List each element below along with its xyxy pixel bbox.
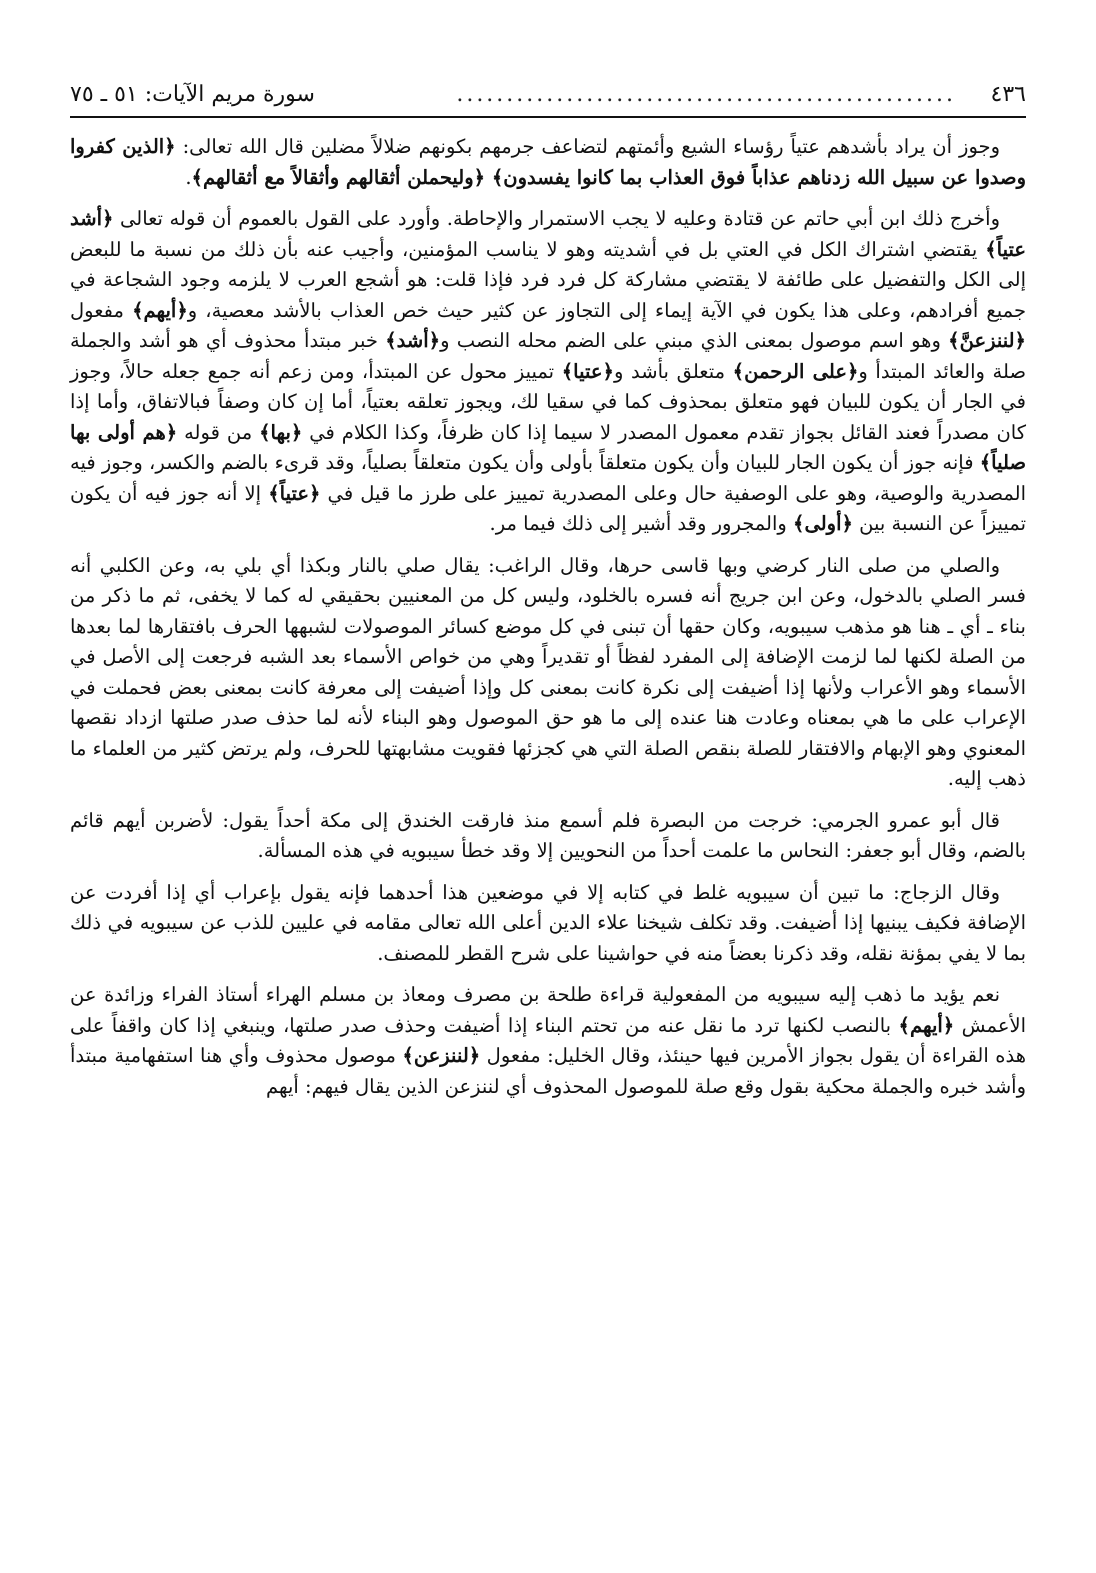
quran-quote: ﴿عتياً﴾	[268, 481, 321, 505]
paragraph-4: قال أبو عمرو الجرمي: خرجت من البصرة فلم أسمع منذ فارقت الخندق إلى مكة أحداً يقول: لأضربن أيهم قائم بالضم، وقال أبو جعفر: النحاس ما علمت أحداً من النحويين إلا وقد خطأ سيبويه في هذه المسألة.	[70, 808, 1026, 862]
paragraph-6: نعم يؤيد ما ذهب إليه سيبويه من المفعولية قراءة طلحة بن مصرف ومعاذ بن مسلم الهراء أستاذ الفراء وزائدة عن الأعمش ﴿أيهم﴾ بالنصب لكنها ترد ما نقل عنه من تحتم البناء إذا أضيفت وحذف صدر صلتها، وينبغي إذا كان واقفاً على هذه القراءة أن يقول بجواز الأمرين فيها حينئذ، وقال الخليل: مفعول ﴿لننزعن﴾ موصول محذوف وأي هنا استفهامية مبتدأ وأشد خبره والجملة محكية بقول وقع صلة للموصول المحذوف أي لننزعن الذين يقال فيهم: أيهم	[70, 983, 1027, 1098]
paragraph-1: وجوز أن يراد بأشدهم عتياً رؤساء الشيع وأئمتهم لتضاعف جرمهم بكونهم ضلالاً مضلين قال الله تعالى: ﴿الذين كفروا وصدوا عن سبيل الله زدناهم عذاباً فوق العذاب بما كانوا يفسدون﴾ ﴿وليحملن أثقالهم وأثقالاً مع أثقالهم﴾.	[70, 135, 1026, 189]
surah-title: سورة مريم الآيات: ٥١ ـ ٧٥	[70, 82, 315, 107]
paragraph-2: وأخرج ذلك ابن أبي حاتم عن قتادة وعليه لا يجب الاستمرار والإحاطة. وأورد على القول بالعموم أن قوله تعالى ﴿أشد عتياً﴾ يقتضي اشتراك الكل في العتي بل في أشديته وهو لا يناسب المؤمنين، وأجيب عنه بأن ذلك من نسبة ما للبعض إلى الكل والتفضيل على طائفة لا يقتضي مشاركة كل فرد فرد فإذا قلت: هو أشجع العرب لا يلزمه وجود الشجاعة في جميع أفرادهم، وعلى هذا يكون في الآية إيماء إلى التجاوز عن كثير حيث خص العذاب بالأشد معصية، و﴿أيهم﴾ مفعول ﴿لننزعنَّ﴾ وهو اسم موصول بمعنى الذي مبني على الضم محله النصب و﴿أشد﴾ خبر مبتدأ محذوف أي هو أشد والجملة صلة والعائد المبتدأ و﴿على الرحمن﴾ متعلق بأشد و﴿عتيا﴾ تمييز محول عن المبتدأ، ومن زعم أنه جمع جعله حالاً، وجوز في الجار أن يكون للبيان فهو متعلق بمحذوف كما في سقيا لك، ويجوز تعلقه بعتياً، أما إن كان وصفاً فبالاتفاق، وأما إذا كان مصدراً فعند القائل بجواز تقدم معمول المصدر لا سيما إذا كان ظرفاً، وكذا الكلام في ﴿بها﴾ من قوله ﴿هم أولى بها صلياً﴾ فإنه جوز أن يكون الجار للبيان وأن يكون متعلقاً بأولى وأن يكون متعلقاً بصلياً، وقد قرىء بالضم والكسر، وجوز فيه المصدرية والوصية، وهو على الوصفية حال وعلى المصدرية تمييز على طرز ما قيل في ﴿عتياً﴾ إلا أنه جوز فيه أن يكون تمييزاً عن النسبة بين ﴿أولى﴾ والمجرور وقد أشير إلى ذلك فيما مر.	[70, 207, 1027, 535]
quran-quote: ﴿أيهم﴾	[898, 1013, 955, 1037]
quran-quote: ﴿على الرحمن﴾	[732, 359, 859, 383]
paragraph-5: وقال الزجاج: ما تبين أن سيبويه غلط في كتابه إلا في موضعين هذا أحدهما فإنه يقول بإعراب أي إذا أفردت عن الإضافة فكيف يبنيها إذا أضيفت. وقد تكلف شيخنا علاء الدين أعلى الله تعالى مقامه في عليين للذب عن سيبويه في ذلك بما لا يفي بمؤنة نقله، وقد ذكرنا بعضاً منه في حواشينا على شرح القطر للمصنف.	[70, 880, 1026, 965]
book-page	[70, 80, 1026, 1553]
quran-quote: ﴿أشد﴾	[385, 329, 441, 352]
quran-quote: ﴿هم أولى بها صلياً﴾	[70, 420, 1026, 474]
quran-quote: ﴿الذين كفروا وصدوا عن سبيل الله زدناهم عذاباً فوق العذاب بما كانوا يفسدون﴾ ﴿وليحملن أثقالهم وأثقالاً مع أثقالهم﴾	[70, 135, 1026, 189]
quran-quote: ﴿أشد عتياً﴾	[70, 207, 1026, 261]
page-number: ٤٣٦	[990, 82, 1026, 107]
quran-quote: ﴿أولى﴾	[793, 512, 853, 535]
quran-quote: ﴿لننزعنَّ﴾	[948, 329, 1026, 352]
running-header	[70, 80, 1026, 118]
quran-quote: ﴿لننزعن﴾	[402, 1044, 481, 1067]
quran-quote: ﴿بها﴾	[259, 420, 303, 444]
page-body	[70, 132, 1026, 1102]
quran-quote: ﴿أيهم﴾	[132, 298, 188, 322]
paragraph-3: والصلي من صلى النار كرضي وبها قاسى حرها، وقال الراغب: يقال صلي بالنار وبكذا أي بلي به، وعن الكلبي أنه فسر الصلي بالدخول، وعن ابن جريج أنه فسره بالخلود، وليس كل من المعنيين بحقيقي له كما لا يخفى، ثم ما ذكر من بناء ـ أي ـ هنا هو مذهب سيبويه، وكان حقها أن تبنى في كل موضع كسائر الموصولات لشبهها الحرف بافتقارها لما بعدها من الصلة لكنها لما لزمت الإضافة إلى المفرد لفظاً أو تقديراً وهي من خواص الأسماء بعد الشبه فرجعت إلى الأصل في الأسماء وهو الأعراب ولأنها إذا أضيفت إلى نكرة كانت بمعنى كل وإذا أضيفت إلى معرفة كانت بمعنى بعض فحملت في الإعراب على ما هي بمعناه وعادت هنا عنده إلى ما هو حق الموصول وهو البناء لأنه لما حذف صدر صلتها ازداد نقصها المعنوي وهو الإبهام والافتقار للصلة بنقص الصلة التي هي كجزئها فقويت مشابهتها للحرف، ولم يرتض كثير من العلماء ما ذهب إليه.	[70, 553, 1026, 790]
quran-quote: ﴿عتيا﴾	[561, 359, 614, 383]
leader-dots: ..................................................	[456, 82, 956, 107]
